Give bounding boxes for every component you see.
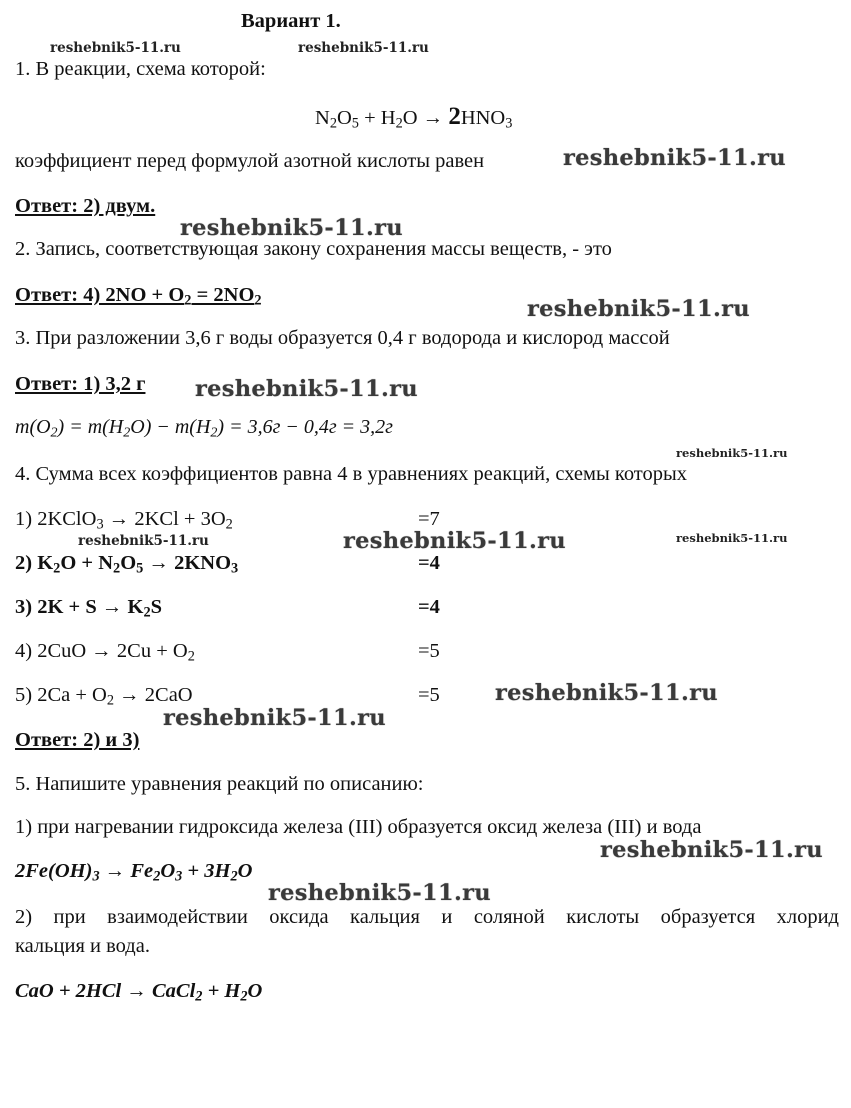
page-title: Вариант 1. xyxy=(241,10,341,32)
watermark: reshebnik5-11.ru xyxy=(78,533,209,549)
answer-1: Ответ: 2) двум. xyxy=(15,195,156,217)
watermark: reshebnik5-11.ru xyxy=(163,705,386,731)
watermark: reshebnik5-11.ru xyxy=(50,40,181,56)
question-2: 2. Запись, соответствующая закону сохранения массы веществ, - это xyxy=(15,238,612,260)
watermark: reshebnik5-11.ru xyxy=(676,446,788,460)
watermark: reshebnik5-11.ru xyxy=(563,145,786,171)
question-5-part-2: 2) при взаимодействии оксида кальция и соляной кислоты образуется хлорид xyxy=(15,906,839,928)
watermark: reshebnik5-11.ru xyxy=(195,376,418,402)
list-item: 5) $2Ca + O_2 \to 2CaO$ =5 xyxy=(15,684,440,709)
watermark: reshebnik5-11.ru xyxy=(600,837,823,863)
equation-q5-1: $2Fe(OH)_3 \to Fe_2O_3 + 3H_2O$ xyxy=(15,860,253,885)
list-item: 3) $2K + S \to K_2S$ =4 xyxy=(15,596,440,621)
list-item: 1) 2KClO$_3$ → $2KCl + 3O_2$ =7 xyxy=(15,508,440,533)
watermark: reshebnik5-11.ru xyxy=(676,531,788,545)
question-1: 1. В реакции, схема которой: xyxy=(15,58,266,80)
question-5: 5. Напишите уравнения реакций по описанию: xyxy=(15,773,424,795)
question-5-part-2-continued: кальция и вода. xyxy=(15,935,150,957)
watermark: reshebnik5-11.ru xyxy=(298,40,429,56)
watermark: reshebnik5-11.ru xyxy=(268,880,491,906)
question-3: 3. При разложении 3,6 г воды образуется 0,4 г водорода и кислород массой xyxy=(15,327,670,349)
equation-q1: $N_2O_5 + H_2O \to 2HNO_3$ xyxy=(315,103,513,132)
watermark: reshebnik5-11.ru xyxy=(495,680,718,706)
list-item: 2) $K_2O + N_2O_5 \to 2KNO_3$ =4 xyxy=(15,552,440,577)
formula-q3: $m(O_2) = m(H_2O) - m(H_2) = 3,6г - 0,4г = 3,2г$ xyxy=(15,416,393,441)
watermark: reshebnik5-11.ru xyxy=(180,215,403,241)
answer-2: Ответ: 4) $2NO + O_2 = 2NO_2$ xyxy=(15,284,262,309)
question-1-continued: коэффициент перед формулой азотной кислоты равен xyxy=(15,150,485,172)
watermark: reshebnik5-11.ru xyxy=(343,528,566,554)
question-4: 4. Сумма всех коэффициентов равна 4 в уравнениях реакций, схемы которых xyxy=(15,463,688,485)
question-5-part-1: 1) при нагревании гидроксида железа (III) образуется оксид железа (III) и вода xyxy=(15,816,702,838)
equation-q5-2: CaO + 2HCl → CaCl$_2$ + $H_2O$ xyxy=(15,980,263,1005)
list-item: 4) $2CuO \to 2Cu + O_2$ =5 xyxy=(15,640,440,665)
answer-4: Ответ: 2) и 3) xyxy=(15,729,140,751)
watermark: reshebnik5-11.ru xyxy=(527,296,750,322)
answer-3: Ответ: 1) 3,2 г xyxy=(15,373,146,395)
